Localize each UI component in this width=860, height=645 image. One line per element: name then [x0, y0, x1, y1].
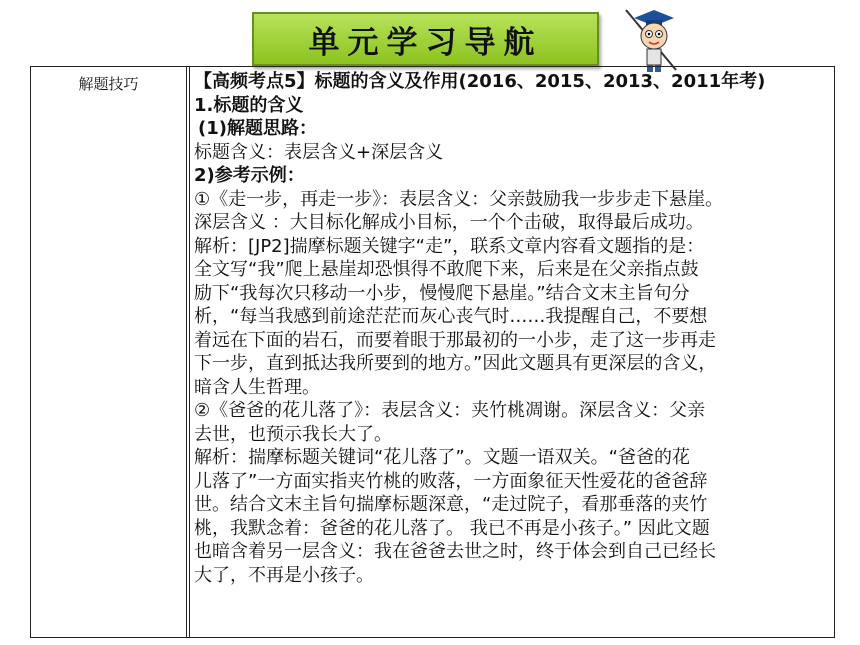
text-line: 着远在下面的岩石，而要着眼于那最初的一小步，走了这一步再走: [194, 329, 716, 351]
content-table: [30, 66, 835, 638]
text-line: 解析：揣摩标题关键词“花儿落了”。文题一语双关。“爸爸的花: [194, 447, 690, 468]
section-banner: [252, 12, 599, 66]
label-cell: [31, 67, 187, 637]
subheading-meaning: 1.标题的含义: [194, 94, 304, 116]
student-mascot-icon: [620, 6, 684, 74]
topic-heading: 【高频考点5】标题的含义及作用(2016、2015、2013、2011年考): [194, 71, 766, 92]
text-line: 全文写“我”爬上悬崖却恐惧得不敢爬下来，后来是在父亲指点鼓: [194, 259, 699, 280]
text-line: 标题含义：表层含义+深层含义: [194, 141, 444, 163]
text-line: 深层含义 ：大目标化解成小目标，一个个击破，取得最后成功。: [194, 212, 704, 233]
text-line: ②《爸爸的花儿落了》：表层含义：夹竹桃凋谢。深层含义：父亲: [194, 400, 706, 421]
text-line: 儿落了”一方面实指夹竹桃的败落，一方面象征天性爱花的爸爸辞: [194, 470, 708, 492]
text-line: 析，“每当我感到前途茫茫而灰心丧气时……我提醒自己，不要想: [194, 306, 708, 327]
subheading-approach: (1)解题思路：: [198, 118, 317, 139]
text-line: 去世，也预示我长大了。: [194, 423, 392, 445]
text-line: 暗含人生哲理。: [194, 376, 320, 398]
text-line: 励下“我每次只移动一小步，慢慢爬下悬崖。”结合文末主旨句分: [194, 282, 690, 304]
text-line: 桃，我默念着：爸爸的花儿落了。 我已不再是小孩子。” 因此文题: [194, 517, 710, 539]
text-line: 下一步，直到抵达我所要到的地方。”因此文题具有更深层的含义，: [194, 353, 717, 374]
text-line: 解析：[JP2]揣摩标题关键字“走”，联系文章内容看文题指的是：: [194, 235, 705, 257]
label-text: 解题技巧: [78, 75, 139, 93]
subheading-examples: 2)参考示例：: [194, 165, 305, 186]
text-line: 大了，不再是小孩子。: [194, 564, 374, 586]
content-cell: [189, 67, 833, 637]
text-line: ①《走一步，再走一步》：表层含义：父亲鼓励我一步步走下悬崖。: [194, 188, 724, 210]
text-line: 也暗含着另一层含义：我在爸爸去世之时，终于体会到自己已经长: [194, 541, 716, 562]
banner-title: 单元学习导航: [308, 24, 543, 61]
text-line: 世。结合文末主旨句揣摩标题深意，“走过院子，看那垂落的夹竹: [194, 494, 708, 515]
